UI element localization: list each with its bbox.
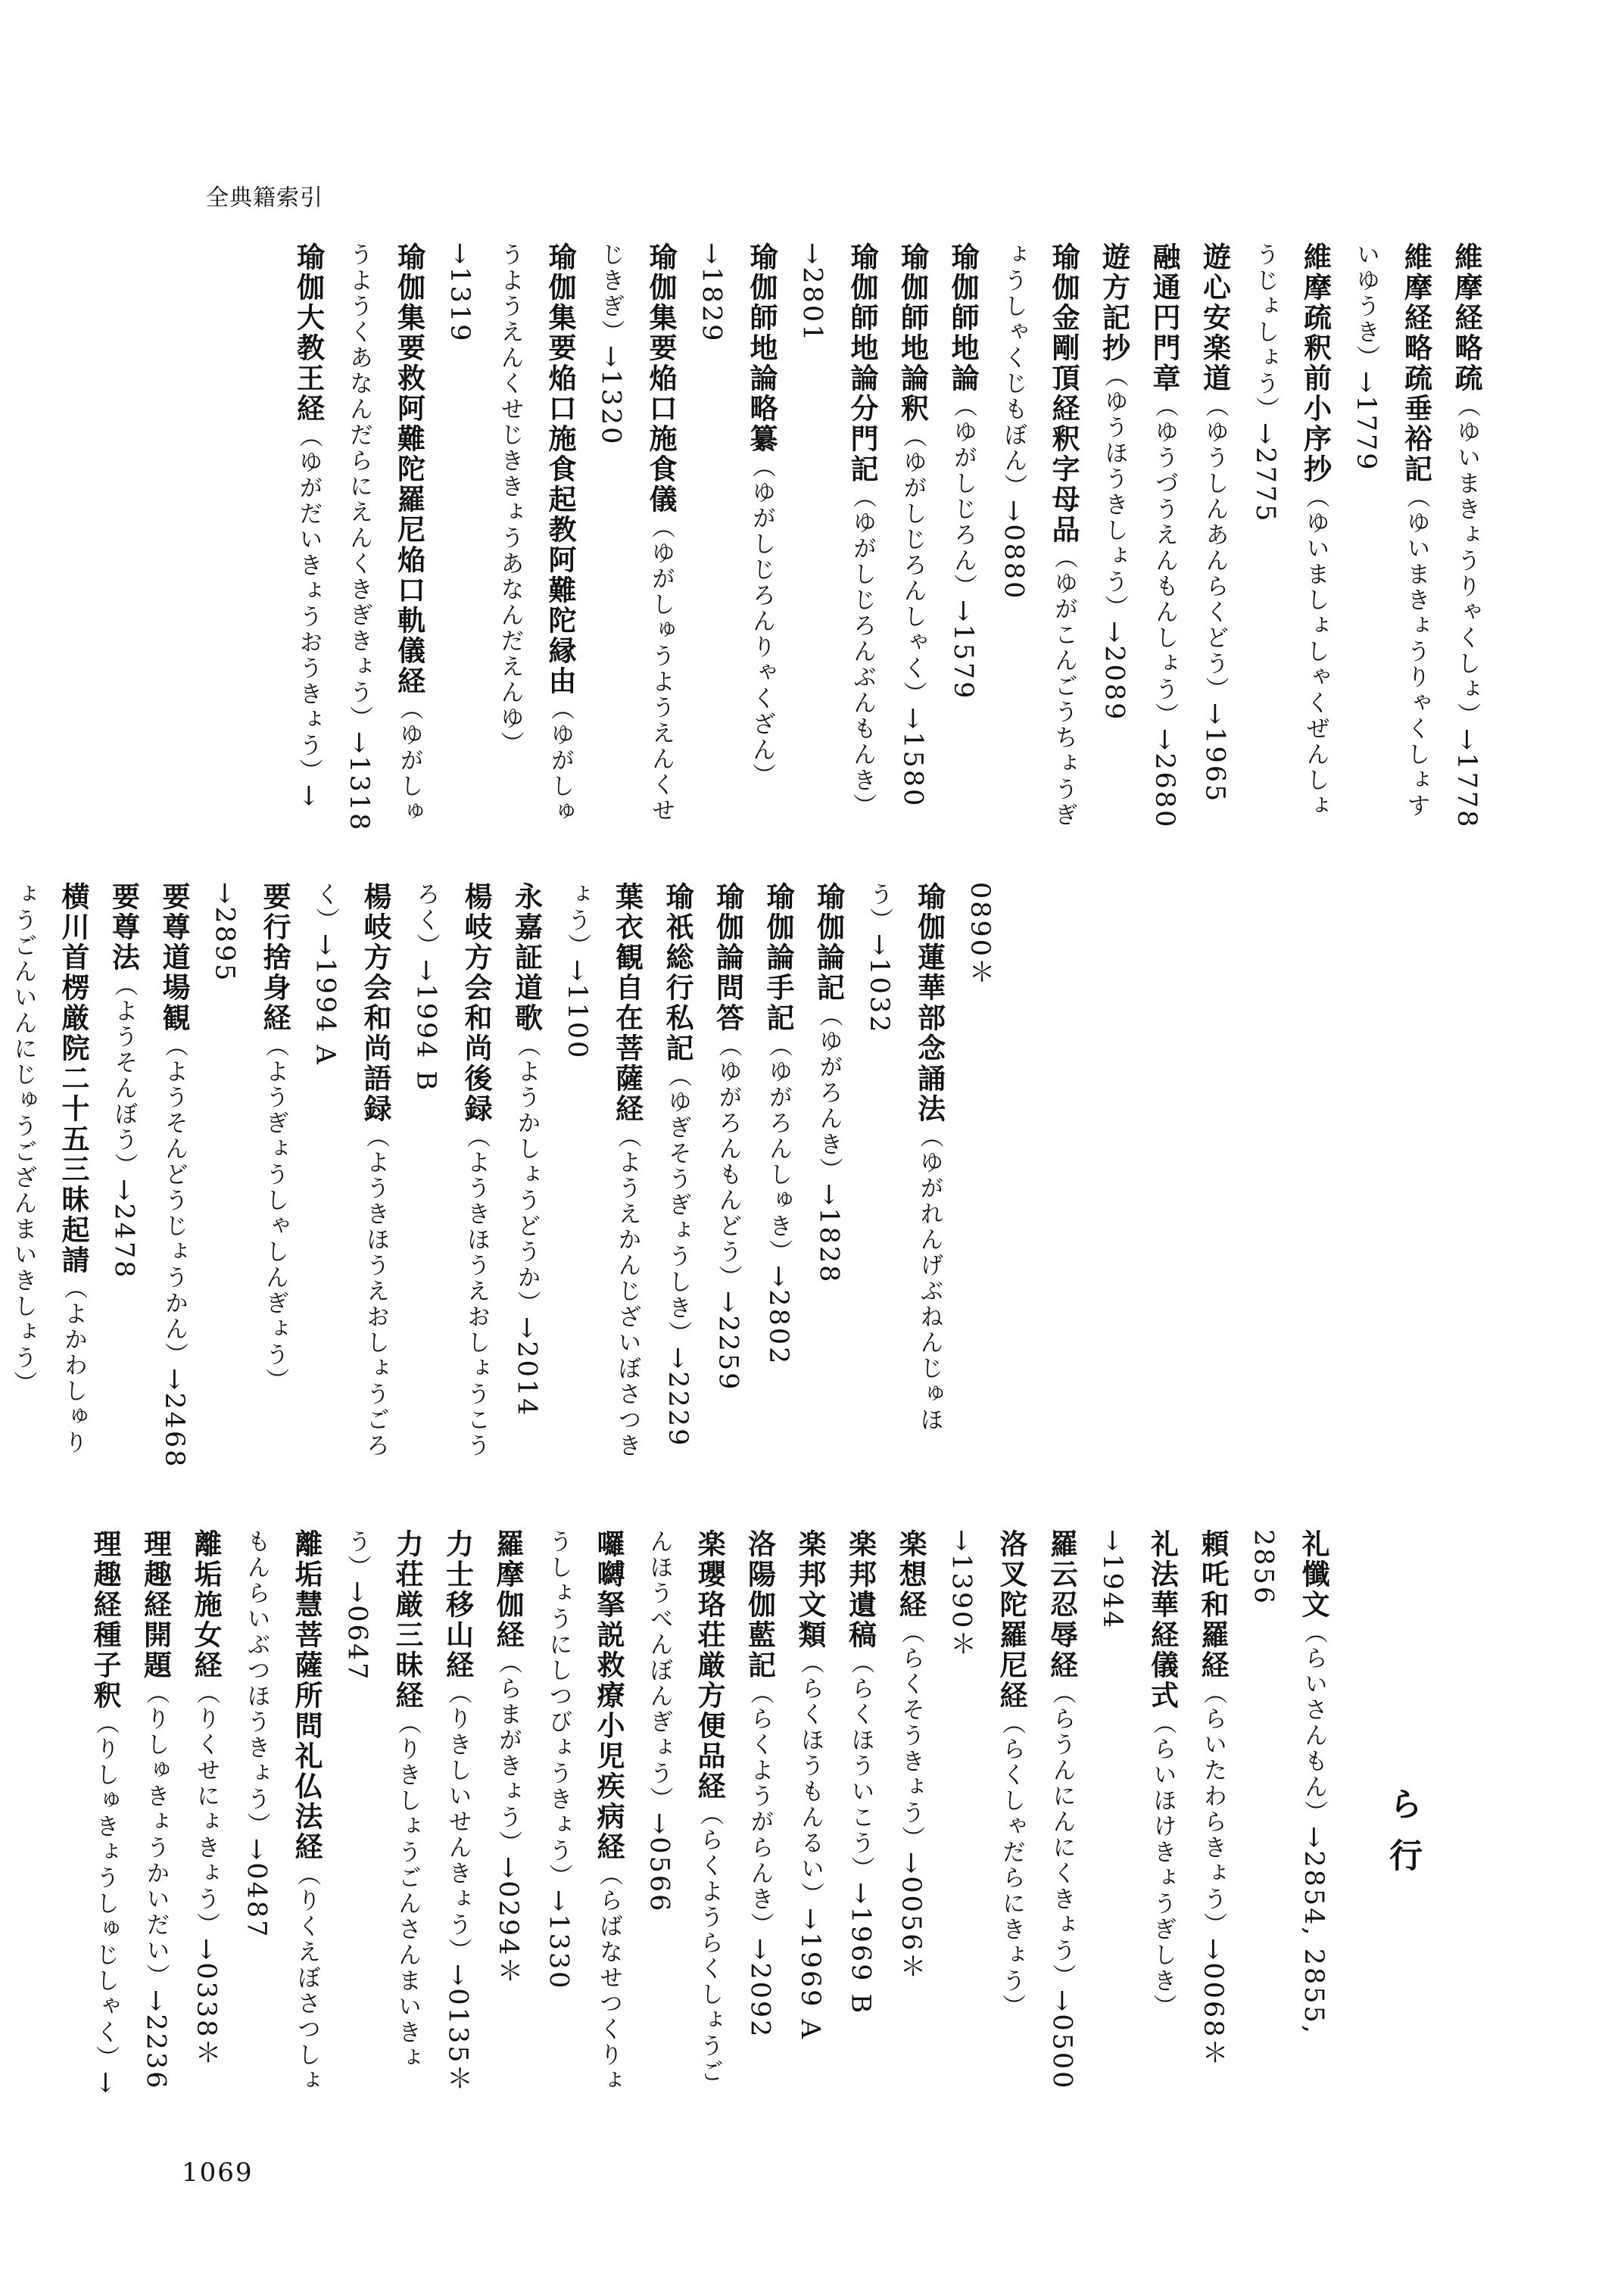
entry-title: 離垢施女経 <box>189 1529 223 1681</box>
entry-ref: →1318 <box>344 731 374 833</box>
entry-title: 羅云忍辱経 <box>1045 1529 1079 1681</box>
index-entry <box>199 882 300 1472</box>
entry-ref: →1778 <box>1451 728 1482 830</box>
entry-title: 維摩経略疏 <box>1450 242 1483 394</box>
entry-reading: （ようぎょうしゃしんぎょう） <box>261 1033 288 1394</box>
entry-ref: 0890＊ <box>965 882 995 988</box>
entry-reading: （らばなせつくりょうしょうにしつびょうきょう） <box>544 1529 622 2094</box>
entry-title: 楊岐方会和尚語録 <box>359 882 392 1124</box>
index-column-block-2 <box>0 882 1005 1472</box>
index-entry <box>283 242 334 833</box>
entry-reading: （ゆうしんあんらくどう） <box>1201 394 1229 703</box>
entry-title: 瑜伽師地論釈 <box>896 242 930 424</box>
entry-ref: →1994 B <box>410 959 441 1093</box>
entry-reading: （ゆがろんき） <box>815 1003 843 1183</box>
index-entry <box>401 882 501 1472</box>
entry-title: 瑜伽師地論略纂 <box>745 242 778 454</box>
entry-ref: →1944 <box>1097 1529 1127 1631</box>
entry-reading: （ようそんぼう） <box>110 973 138 1179</box>
entry-title: 瑜祇総行私記 <box>661 882 694 1064</box>
entry-title: 楽想経 <box>894 1529 927 1620</box>
entry-reading: （ゆがれんげぶねんじゅほう） <box>865 882 943 1433</box>
index-entry <box>1089 242 1139 833</box>
entry-reading: （りしゅきょうしゅじしゃく） <box>92 1711 119 2071</box>
index-entry <box>936 1529 1036 2105</box>
entry-title: 横川首楞厳院二十五三昧起請 <box>57 882 90 1276</box>
index-entry <box>1189 242 1240 833</box>
entry-ref: →1965 <box>1199 703 1230 804</box>
entry-reading: （ゆうづうえんもんしょう） <box>1151 394 1178 728</box>
index-entry <box>332 1529 432 2105</box>
index-entry <box>753 882 804 1472</box>
index-entry <box>938 242 989 833</box>
entry-title: 維摩経略疏垂裕記 <box>1399 242 1433 484</box>
entry-title: 瑜伽師地論分門記 <box>846 242 879 484</box>
entry-title: 瑜伽論記 <box>812 882 846 1003</box>
index-entry <box>1139 242 1190 833</box>
entry-ref: →0880 <box>998 500 1029 601</box>
index-entry <box>803 882 854 1472</box>
entry-title: 瑜伽集要救阿難陀羅尼焔口軌儀経 <box>392 242 426 696</box>
entry-title: 瑜伽論手記 <box>762 882 795 1033</box>
entry-reading: （ゆがしじろんぶんもんき） <box>849 484 876 819</box>
entry-reading: （ゆがしじろんりゃくざん） <box>748 454 775 789</box>
running-header: 全典籍索引 <box>206 185 323 211</box>
entry-ref: →1969 B <box>845 1882 876 2016</box>
entry-ref: →2478 <box>108 1179 139 1280</box>
entry-title: 羅摩伽経 <box>491 1529 525 1650</box>
entry-ref: →1779 <box>1351 371 1381 472</box>
entry-title: 瑜伽集要焔口施食儀 <box>644 242 678 515</box>
index-entry <box>955 882 1005 1472</box>
entry-reading: （りしゅきょうかいだい） <box>142 1681 170 1989</box>
index-entry <box>787 242 887 833</box>
entry-ref: →2014 <box>511 1316 542 1418</box>
entry-reading: （りきしょうごんさんまいきょう） <box>343 1529 421 2071</box>
index-entry <box>653 882 703 1472</box>
entry-title: 離垢慧菩薩所問礼仏法経 <box>290 1529 323 1862</box>
index-entry <box>1341 242 1442 833</box>
entry-reading: （よかわしゅりょうごんいんにじゅうござんまいきしょう） <box>9 882 87 1456</box>
entry-reading: （ゆいましょしゃくぜんしょうじょしょう） <box>1252 242 1329 819</box>
entry-reading: （ゆいまきょうりゃくしょすいゆうき） <box>1352 242 1430 819</box>
entry-title: 遊心安楽道 <box>1198 242 1232 394</box>
index-entry <box>533 1529 634 2105</box>
index-entry <box>181 1529 232 2105</box>
entry-ref: →0294＊ <box>493 1856 523 1986</box>
index-entry <box>1442 242 1492 833</box>
entry-title: 礼法華経儀式 <box>1146 1529 1180 1711</box>
index-entry <box>585 242 686 833</box>
entry-reading: （らいさんもん） <box>1300 1620 1327 1826</box>
entry-reading: （ゆいまきょうりゃくしょ） <box>1453 394 1480 728</box>
entry-title: 瑜伽師地論 <box>946 242 980 394</box>
entry-ref: →2236 <box>140 1989 171 2091</box>
entry-ref: →1994 A <box>310 933 341 1067</box>
entry-reading: （らいたわらきょう） <box>1199 1681 1227 1938</box>
entry-title: 楽邦遺稿 <box>843 1529 877 1650</box>
entry-reading: （ようかしょうどうか） <box>513 1033 541 1316</box>
entry-reading: （りくえぼさつしょもんらいぶつほうきょう） <box>242 1529 320 2094</box>
entry-ref: →2801 <box>796 242 828 344</box>
index-entry <box>835 1529 886 2105</box>
entry-ref: →1579 <box>948 600 978 701</box>
entry-title: 理趣経種子釈 <box>89 1529 122 1711</box>
index-entry <box>1238 1529 1339 2105</box>
entry-ref: →0068＊ <box>1198 1938 1228 2068</box>
entry-reading: （ようえかんじざいぼさつきょう） <box>563 882 641 1459</box>
entry-title: 維摩疏釈前小序抄 <box>1298 242 1333 484</box>
entry-ref: →0566 <box>644 1812 675 1914</box>
entry-title: 葉衣観自在菩薩経 <box>610 882 644 1124</box>
entry-reading: （ゆぎそうぎょうしき） <box>664 1064 691 1347</box>
entry-title: 遊方記抄 <box>1097 242 1131 363</box>
entry-ref: →0056＊ <box>896 1852 926 1982</box>
entry-ref: →1580 <box>897 707 928 808</box>
entry-ref: →0500 <box>1046 1989 1077 2091</box>
entry-title: 礼懺文 <box>1297 1529 1330 1620</box>
entry-reading: （ゆがだいきょうおうきょう） <box>295 424 323 784</box>
entry-reading: （ゆがしゅうようえんくせじききょうあなんだえんゆ） <box>496 242 574 825</box>
entry-title: 要尊道場観 <box>157 882 191 1033</box>
entry-title: 要尊法 <box>107 882 141 973</box>
entry-reading: （ゆがしゅうようくあなんだらにえんくきぎきょう） <box>345 242 423 825</box>
index-entry <box>501 882 552 1472</box>
entry-ref: →0135＊ <box>442 1964 473 2094</box>
entry-ref: →2802 <box>763 1265 793 1366</box>
entry-ref: →0647 <box>341 1581 372 1682</box>
entry-ref: →2775 <box>1250 422 1280 524</box>
entry-title: 瑜伽論問答 <box>711 882 745 1033</box>
entry-reading: （らうんにんにくきょう） <box>1048 1681 1076 1989</box>
entry-ref: →1828 <box>813 1183 844 1285</box>
index-entry <box>552 882 653 1472</box>
entry-title: 瑜伽大教王経 <box>291 242 326 424</box>
entry-reading: （らまがきょう） <box>494 1650 522 1856</box>
entry-reading: （らくほうもんるい） <box>796 1650 824 1908</box>
section-heading: ら行 <box>1383 1787 1422 1890</box>
entry-title: 融通円門章 <box>1148 242 1181 394</box>
index-entry <box>887 242 938 833</box>
entry-reading: （らくようらくしょうごんほうべんぼんぎょう） <box>645 1529 723 2085</box>
index-entry <box>854 882 955 1472</box>
entry-title: 永嘉証道歌 <box>510 882 544 1033</box>
index-entry <box>98 882 149 1472</box>
index-entry <box>435 242 586 833</box>
entry-reading: （ゆがしじろん） <box>949 394 977 600</box>
entry-ref: →1032 <box>864 933 894 1035</box>
entry-title: 楊岐方会和尚後録 <box>460 882 493 1124</box>
entry-reading: （らくようがらんき） <box>746 1681 774 1938</box>
index-entry <box>886 1529 937 2105</box>
entry-title: 要行捨身経 <box>258 882 291 1033</box>
entry-reading: （ゆがこんごうちょうぎょうしゃくじもぼん） <box>999 242 1077 828</box>
index-entry <box>334 242 435 833</box>
index-entry <box>1087 1529 1188 2105</box>
entry-title: 力士移山経 <box>441 1529 475 1681</box>
entry-ref: →0338＊ <box>191 1938 221 2068</box>
entry-title: 楽邦文類 <box>793 1529 827 1650</box>
index-entry <box>149 882 200 1472</box>
entry-title: 瑜伽金剛頂経釈字母品 <box>1047 242 1080 545</box>
entry-reading: （りきしいせんきょう） <box>444 1681 472 1964</box>
entry-ref: →1320 <box>595 345 626 447</box>
entry-ref: →2468 <box>159 1368 189 1469</box>
entry-ref: →1969 A <box>795 1908 825 2041</box>
entry-reading: （らいほけきょうぎしき） <box>1149 1711 1177 2020</box>
entry-ref: →1319 <box>444 242 475 344</box>
entry-reading: （ようきほうえおしょうごろく） <box>311 882 389 1459</box>
index-entry <box>231 1529 332 2105</box>
index-entry <box>130 1529 181 2105</box>
entry-title: 洛叉陀羅尼経 <box>995 1529 1028 1711</box>
index-entry <box>1036 1529 1087 2105</box>
index-entry <box>483 1529 534 2105</box>
entry-ref: →2259 <box>712 1291 743 1392</box>
index-entry <box>686 242 787 833</box>
entry-ref: →2680 <box>1149 728 1180 830</box>
entry-title: 洛陽伽藍記 <box>743 1529 777 1681</box>
index-column-block-1 <box>283 242 1492 833</box>
entry-reading: （ゆがしじろんしゃく） <box>899 424 927 707</box>
entry-ref: →1390＊ <box>946 1529 977 1659</box>
entry-ref: →2854, 2855, 2856 <box>1248 1529 1329 2036</box>
entry-ref: →1100 <box>562 959 592 1061</box>
entry-ref: →2089 <box>1099 621 1130 722</box>
entry-reading: （ようそんどうじょうかん） <box>161 1033 188 1368</box>
entry-ref: →2229 <box>662 1347 693 1448</box>
entry-ref: →1330 <box>543 1890 574 1991</box>
index-entry <box>432 1529 483 2105</box>
entry-reading: （りくせにょきょう） <box>192 1681 220 1938</box>
page-number: 1069 <box>182 2157 254 2188</box>
entry-ref: → <box>90 2071 120 2096</box>
entry-reading: （らくほういこう） <box>846 1650 874 1882</box>
entry-title: 瑜伽集要焔口施食起教阿難陀縁由 <box>544 242 577 696</box>
entry-title: 理趣経開題 <box>139 1529 173 1681</box>
index-entry <box>988 242 1089 833</box>
entry-ref: →1829 <box>696 242 727 344</box>
index-entry <box>1240 242 1341 833</box>
entry-title: 楽瓔珞荘厳方便品経 <box>693 1529 726 1802</box>
entry-ref: →2895 <box>209 882 240 983</box>
entry-title: 頼吒和羅経 <box>1196 1529 1230 1681</box>
index-entry <box>80 1529 131 2105</box>
entry-title: 囉嚩拏説救療小児疾病経 <box>592 1529 625 1862</box>
entry-reading: （ゆがろんもんどう） <box>714 1033 742 1291</box>
index-entry <box>634 1529 734 2105</box>
entry-reading: （ゆがしゅうようえんくせじきぎ） <box>597 242 675 824</box>
entry-ref: →2092 <box>744 1938 775 2039</box>
entry-reading: （らくそうきょう） <box>897 1620 924 1852</box>
entry-reading: （らくしゃだらにきょう） <box>998 1711 1025 2020</box>
index-entry <box>0 882 98 1472</box>
index-entry <box>1188 1529 1239 2105</box>
entry-reading: （ようきほうえおしょうこうろく） <box>412 882 490 1459</box>
entry-title: 瑜伽蓮華部念誦法 <box>912 882 946 1124</box>
entry-reading: （ゆうほうきしょう） <box>1100 363 1128 621</box>
index-entry <box>734 1529 785 2105</box>
entry-reading: （ゆがろんしゅき） <box>765 1033 792 1265</box>
index-entry <box>300 882 401 1472</box>
entry-title: 力荘厳三昧経 <box>391 1529 424 1711</box>
index-entry <box>785 1529 836 2105</box>
entry-ref: → <box>293 784 324 809</box>
entry-ref: →0487 <box>241 1838 272 1939</box>
index-entry <box>703 882 753 1472</box>
index-column-block-3 <box>80 1529 1339 2105</box>
